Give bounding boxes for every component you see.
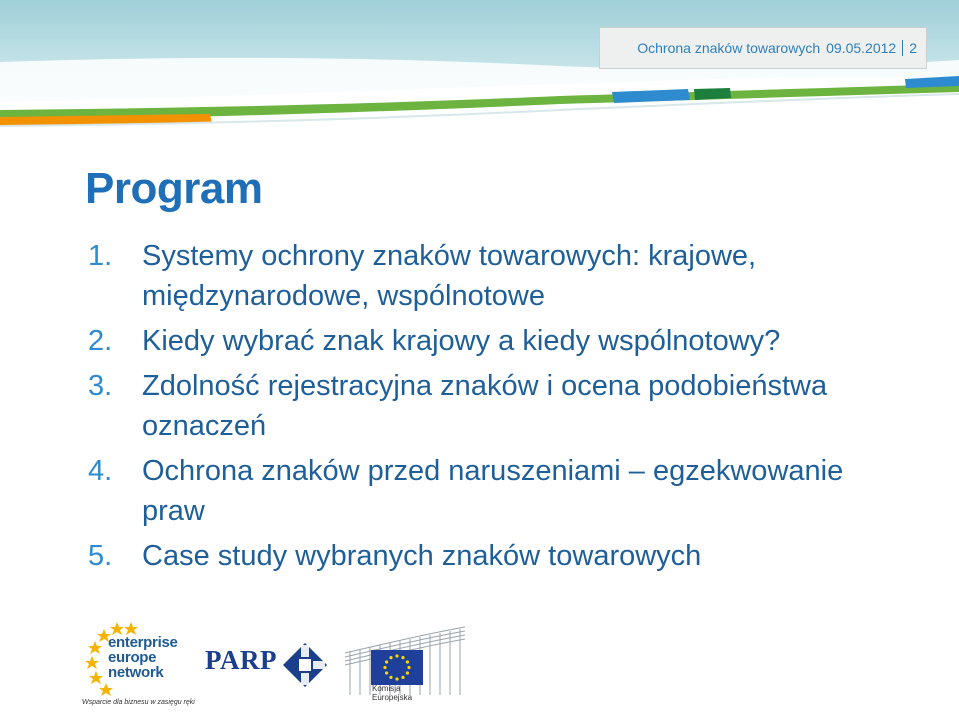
header-info-box (599, 27, 927, 69)
eu-flag-icon (371, 650, 423, 685)
een-logo (82, 625, 195, 713)
agenda-item (88, 451, 888, 531)
agenda-item-number: 4. (88, 455, 113, 487)
parp-logo-text: PARP (205, 645, 277, 675)
een-tagline: Wsparcie dla biznesu w zasięgu ręki (82, 699, 195, 706)
agenda-item-number: 2. (88, 325, 113, 357)
agenda-list (88, 236, 888, 581)
agenda-item-number: 5. (88, 540, 113, 572)
header-title: Ochrona znaków towarowych (637, 40, 821, 56)
een-line-1: enterprise (108, 634, 178, 651)
agenda-item (88, 536, 888, 576)
commission-logo-text (372, 684, 412, 702)
agenda-item (88, 321, 888, 361)
agenda-item-text: Systemy ochrony znaków towarowych: krajowe, międzynarodowe, wspólnotowe (142, 240, 757, 312)
een-line-3: network (108, 664, 164, 681)
header-date: 09.05.2012 (826, 40, 897, 56)
agenda-item-number: 3. (88, 370, 113, 402)
parp-mark-icon (283, 643, 327, 687)
agenda-item-text: Ochrona znaków przed naruszeniami – egzekwowanie praw (142, 455, 844, 527)
een-line-2: europe (108, 649, 157, 666)
een-wordmark (108, 635, 178, 680)
agenda-item-text: Kiedy wybrać znak krajowy a kiedy wspólnotowy? (142, 325, 781, 357)
agenda-item-text: Case study wybranych znaków towarowych (142, 540, 702, 572)
slide-title: Program (85, 164, 263, 213)
commission-line-1: Komisja (372, 684, 401, 693)
commission-line-2: Europejska (372, 693, 413, 702)
page-number: 2 (909, 40, 917, 56)
header-separator (902, 40, 903, 56)
agenda-item (88, 236, 888, 316)
agenda-item-number: 1. (88, 240, 113, 272)
agenda-item-text: Zdolność rejestracyjna znaków i ocena podobieństwa oznaczeń (142, 370, 828, 442)
agenda-item (88, 366, 888, 446)
